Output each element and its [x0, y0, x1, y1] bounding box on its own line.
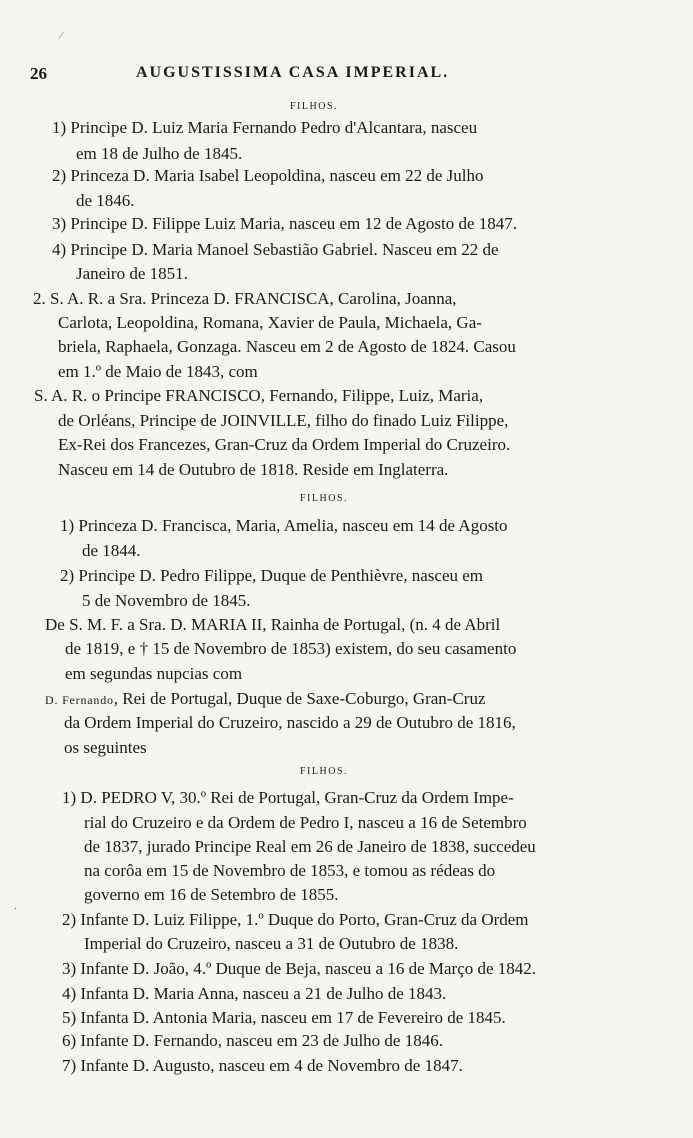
page-number: 26 [30, 64, 47, 83]
text-line-21: de 1819, e † 15 de Novembro de 1853) existem, do seu casamento [65, 639, 517, 658]
text-line-26: 1) D. PEDRO V, 30.º Rei de Portugal, Gran-Cruz da Ordem Impe- [62, 788, 514, 807]
text-line-37: 7) Infante D. Augusto, nasceu em 4 de Novembro de 1847. [62, 1056, 463, 1075]
text-line-27: rial do Cruzeiro e da Ordem de Pedro I, nasceu a 16 de Setembro [84, 813, 527, 832]
text-line-8: 2. S. A. R. a Sra. Princeza D. FRANCISCA, Carolina, Joanna, [33, 289, 457, 308]
text-line-36: 6) Infante D. Fernando, nasceu em 23 de Julho de 1846. [62, 1031, 443, 1050]
text-line-25: os seguintes [64, 738, 147, 757]
filhos-heading-2: FILHOS. [300, 493, 349, 504]
page-header [30, 64, 670, 88]
text-line-19: 5 de Novembro de 1845. [82, 591, 251, 610]
running-title: AUGUSTISSIMA CASA IMPERIAL. [136, 64, 450, 81]
text-line-24: da Ordem Imperial do Cruzeiro, nascido a 29 de Outubro de 1816, [64, 713, 516, 732]
text-line-16: 1) Princeza D. Francisca, Maria, Amelia, nasceu em 14 de Agosto [60, 516, 508, 535]
text-line-6: 4) Principe D. Maria Manoel Sebastião Gabriel. Nasceu em 22 de [52, 240, 499, 259]
text-line-1: 1) Principe D. Luiz Maria Fernando Pedro d'Alcantara, nasceu [52, 118, 478, 137]
text-line-7: Janeiro de 1851. [76, 264, 188, 283]
text-line-23 [45, 688, 486, 711]
text-line-33: 3) Infante D. João, 4.º Duque de Beja, nasceu a 16 de Março de 1842. [62, 959, 537, 978]
text-line-17: de 1844. [82, 541, 141, 560]
text-line-20: De S. M. F. a Sra. D. MARIA II, Rainha de Portugal, (n. 4 de Abril [45, 615, 501, 634]
text-line-30: governo em 16 de Setembro de 1855. [84, 885, 339, 904]
text-line-18: 2) Principe D. Pedro Filippe, Duque de Penthièvre, nasceu em [60, 566, 484, 585]
text-line-12: S. A. R. o Principe FRANCISCO, Fernando, Filippe, Luiz, Maria, [34, 386, 484, 405]
ink-speck-margin: ∙ [14, 903, 17, 915]
filhos-heading-3: FILHOS. [300, 766, 349, 777]
text-line-9: Carlota, Leopoldina, Romana, Xavier de Paula, Michaela, Ga- [58, 313, 482, 332]
text-line-13: de Orléans, Principe de JOINVILLE, filho do finado Luiz Filippe, [58, 411, 509, 430]
text-line-2: em 18 de Julho de 1845. [76, 144, 243, 163]
text-line-4: de 1846. [76, 191, 135, 210]
text-line-11: em 1.º de Maio de 1843, com [58, 362, 258, 381]
fernando-titles: , Rei de Portugal, Duque de Saxe-Coburgo, Gran-Cruz [113, 689, 486, 708]
text-line-3: 2) Princeza D. Maria Isabel Leopoldina, nasceu em 22 de Julho [52, 166, 484, 185]
text-line-32: Imperial do Cruzeiro, nasceu a 31 de Outubro de 1838. [84, 934, 459, 953]
text-line-28: de 1837, jurado Principe Real em 26 de Janeiro de 1838, succedeu [84, 837, 536, 856]
ink-speck-top-left: ⁄ [60, 30, 62, 42]
text-line-10: briela, Raphaela, Gonzaga. Nasceu em 2 de Agosto de 1824. Casou [58, 337, 516, 356]
text-line-14: Ex-Rei dos Francezes, Gran-Cruz da Ordem Imperial do Cruzeiro. [58, 435, 511, 454]
text-line-5: 3) Principe D. Filippe Luiz Maria, nasceu em 12 de Agosto de 1847. [52, 214, 518, 233]
text-line-15: Nasceu em 14 de Outubro de 1818. Reside em Inglaterra. [58, 460, 449, 479]
text-line-34: 4) Infanta D. Maria Anna, nasceu a 21 de Julho de 1843. [62, 984, 447, 1003]
fernando-name: D. Fernando [45, 693, 114, 707]
text-line-31: 2) Infante D. Luiz Filippe, 1.º Duque do Porto, Gran-Cruz da Ordem [62, 910, 529, 929]
filhos-heading-1: FILHOS. [290, 101, 339, 112]
text-line-35: 5) Infanta D. Antonia Maria, nasceu em 17 de Fevereiro de 1845. [62, 1008, 506, 1027]
text-line-22: em segundas nupcias com [65, 664, 243, 683]
text-line-29: na corôa em 15 de Novembro de 1853, e tomou as rédeas do [84, 861, 496, 880]
